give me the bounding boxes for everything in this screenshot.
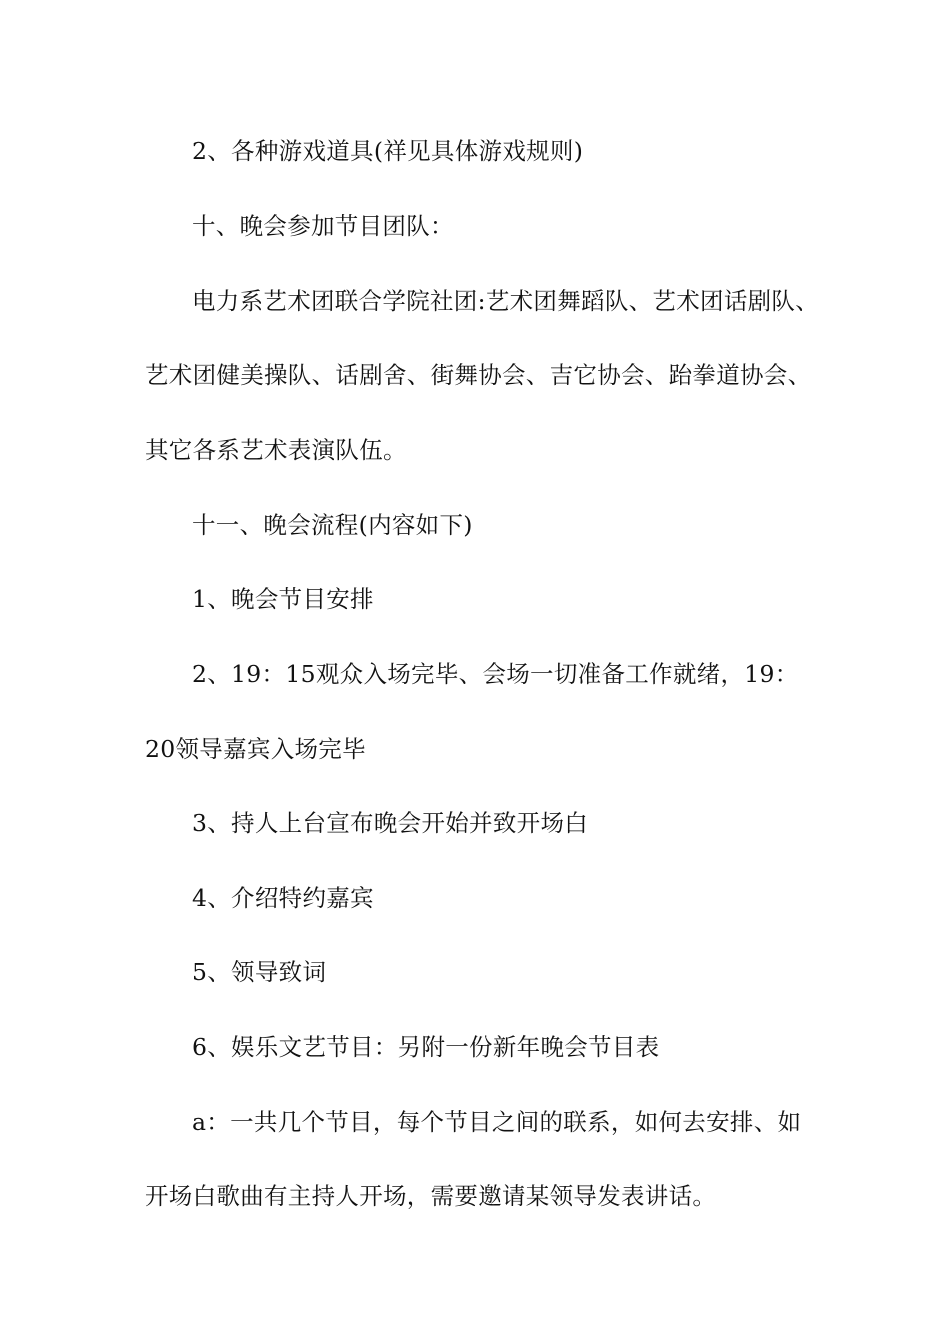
text-line: 1、晚会节目安排 (192, 585, 374, 613)
text-line: 2、各种游戏道具(祥见具体游戏规则) (192, 137, 584, 165)
text-line: 其它各系艺术表演队伍。 (145, 436, 407, 464)
text-line: 2、19：15观众入场完毕、会场一切准备工作就绪，19： (192, 660, 799, 688)
text-line: a：一共几个节目，每个节目之间的联系，如何去安排、如 (192, 1108, 802, 1136)
text-line: 4、介绍特约嘉宾 (192, 884, 374, 912)
text-line: 电力系艺术团联合学院社团:艺术团舞蹈队、艺术团话剧队、 (192, 287, 820, 315)
text-line: 开场白歌曲有主持人开场，需要邀请某领导发表讲话。 (145, 1182, 717, 1210)
text-line: 20领导嘉宾入场完毕 (145, 735, 366, 763)
section-heading: 十、晚会参加节目团队： (192, 212, 454, 240)
text-line: 6、娱乐文艺节目：另附一份新年晚会节目表 (192, 1033, 660, 1061)
section-heading: 十一、晚会流程(内容如下) (192, 511, 473, 539)
text-line: 艺术团健美操队、话剧舍、街舞协会、吉它协会、跆拳道协会、 (145, 361, 812, 389)
text-line: 5、领导致词 (192, 958, 327, 986)
text-line: 3、持人上台宣布晚会开始并致开场白 (192, 809, 589, 837)
